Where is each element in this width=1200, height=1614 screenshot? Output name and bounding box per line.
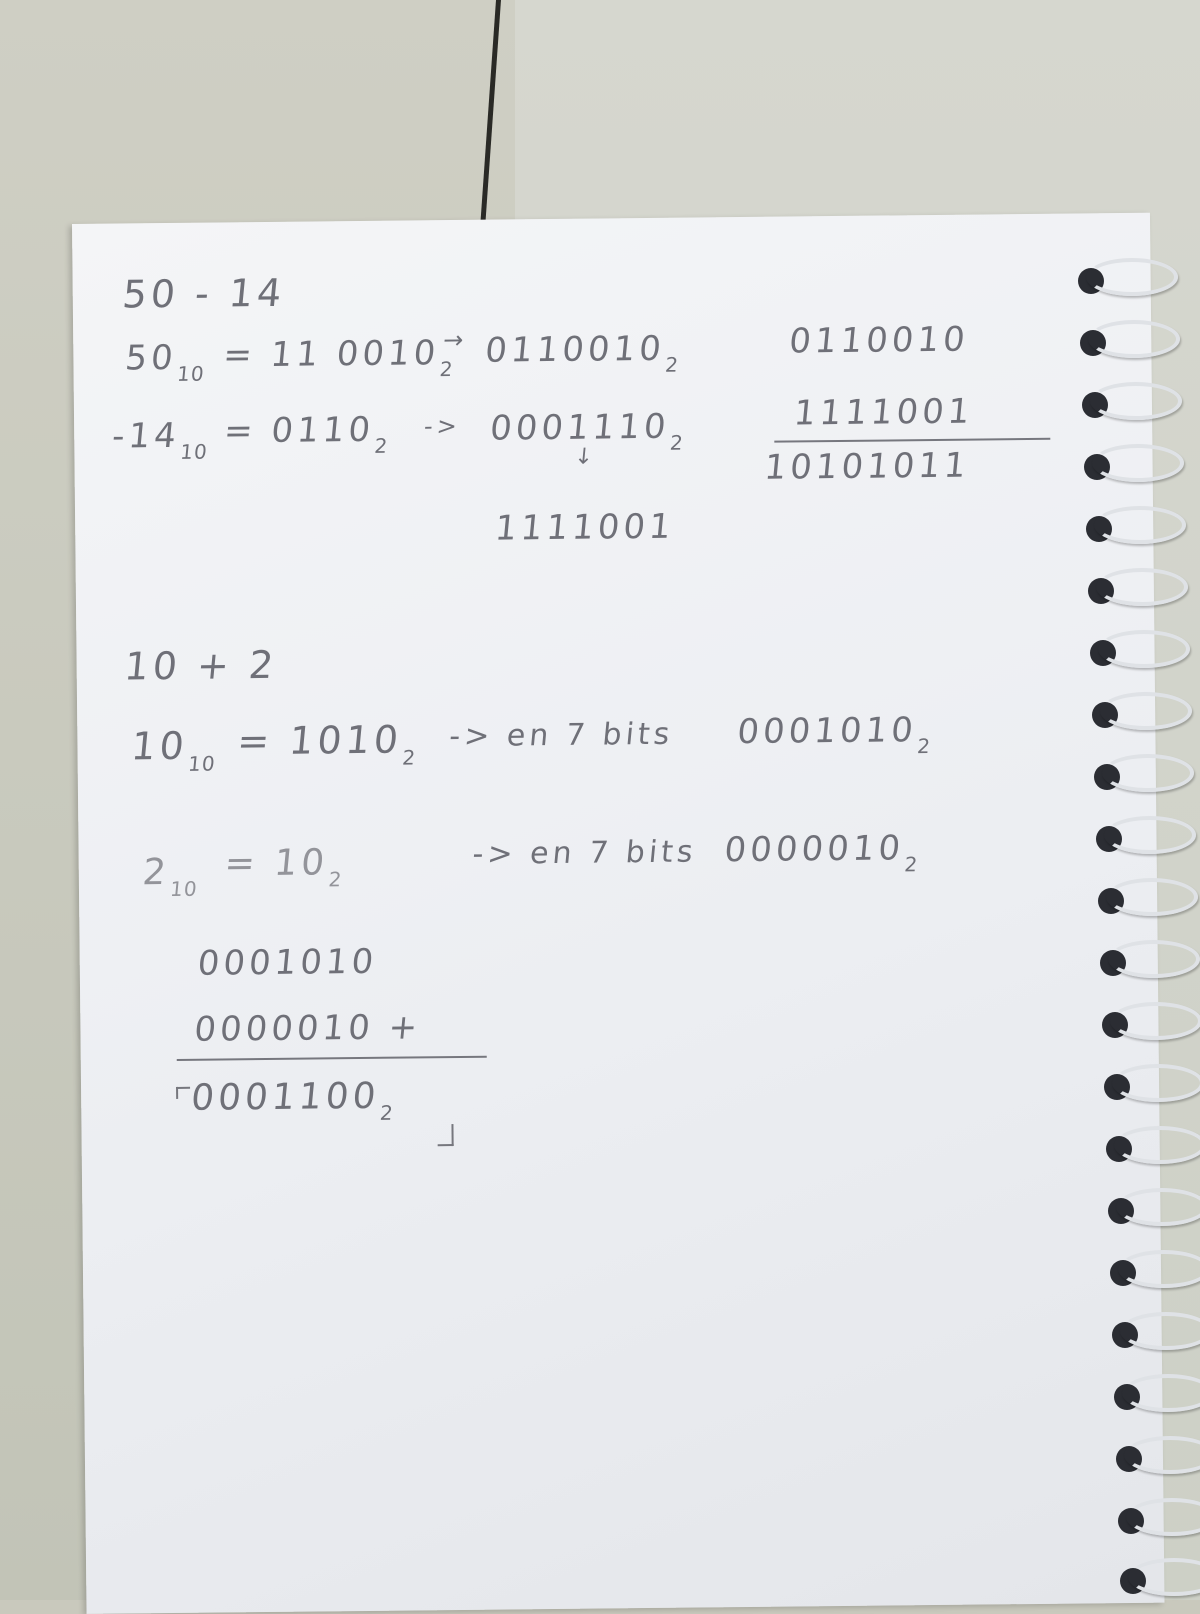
base: 10 <box>169 876 199 902</box>
spiral-ring <box>1120 1556 1200 1594</box>
spiral-ring <box>1112 1310 1200 1348</box>
base: 10 <box>186 751 217 776</box>
problem1-line2-decimal <box>110 415 211 464</box>
problem1-complement: 1111001 <box>493 506 677 549</box>
spiral-ring <box>1114 1372 1200 1410</box>
problem1-line1-binary <box>221 333 457 382</box>
spiral-ring <box>1080 318 1174 356</box>
value: 2 <box>140 851 172 894</box>
problem1-title: 50 - 14 <box>120 270 288 317</box>
addition-result <box>189 1075 396 1125</box>
arrow-icon: -> <box>422 411 463 441</box>
base: 2 <box>401 745 418 770</box>
spiral-ring <box>1078 256 1172 294</box>
problem2-line2-7bit <box>722 828 921 877</box>
value: 0001010 <box>735 710 919 753</box>
problem2-line1-7bit <box>735 710 934 759</box>
sum-rule <box>774 438 1050 443</box>
addition-rule <box>177 1056 487 1061</box>
value: 50 <box>123 337 179 379</box>
value: -14 <box>110 415 182 457</box>
spiral-ring <box>1110 1248 1200 1286</box>
problem2-line1-decimal <box>129 723 219 776</box>
addition-top: 0001010 <box>195 941 380 984</box>
spiral-ring <box>1094 752 1188 790</box>
spiral-ring <box>1118 1496 1200 1534</box>
spiral-ring <box>1108 1186 1200 1224</box>
spiral-ring <box>1096 814 1190 852</box>
value: = 10 <box>222 842 331 885</box>
value: 0110010 <box>483 328 667 371</box>
spiral-ring <box>1104 1062 1198 1100</box>
spiral-ring <box>1090 628 1184 666</box>
spiral-ring <box>1100 938 1194 976</box>
problem2-line2-note: -> en 7 bits <box>471 834 699 872</box>
problem2-line2-decimal <box>140 851 201 902</box>
problem1-line1-decimal <box>123 337 208 386</box>
problem1-line2-7bit <box>488 406 687 455</box>
problem1-addend-bottom: 1111001 <box>792 391 976 434</box>
base: 10 <box>179 439 209 464</box>
base: 2 <box>438 357 455 382</box>
value: = 1010 <box>235 717 405 764</box>
addition-bottom: 0000010 + <box>192 1007 424 1050</box>
value: 0001110 <box>488 406 672 449</box>
spiral-ring <box>1106 1124 1200 1162</box>
problem1-addend-top: 0110010 <box>787 319 971 362</box>
problem1-sum-result: 10101011 <box>762 445 972 488</box>
notebook-page <box>72 213 1164 1614</box>
spiral-ring <box>1116 1434 1200 1472</box>
problem1-line1-7bit <box>483 328 682 377</box>
spiral-ring <box>1088 566 1182 604</box>
spiral-ring <box>1098 876 1192 914</box>
problem1-line2-binary <box>222 409 392 458</box>
spiral-ring <box>1102 1000 1196 1038</box>
problem2-line1-binary <box>235 717 420 770</box>
result-box-corner-bottom <box>437 1124 453 1146</box>
base: 2 <box>373 433 390 458</box>
spiral-ring <box>1086 504 1180 542</box>
problem2-line2-binary <box>222 842 346 892</box>
base: 2 <box>664 352 681 377</box>
base: 2 <box>668 430 685 455</box>
base: 2 <box>327 867 344 892</box>
spiral-ring <box>1092 690 1186 728</box>
spiral-binding <box>1078 256 1200 1600</box>
base: 2 <box>916 734 933 759</box>
down-arrow-icon: ↓ <box>573 444 599 470</box>
value: 0000010 <box>722 828 906 871</box>
base: 10 <box>176 361 206 386</box>
value: 10 <box>129 723 190 769</box>
spiral-ring <box>1084 442 1178 480</box>
arrow-icon: → <box>441 325 469 355</box>
problem2-title: 10 + 2 <box>122 642 280 689</box>
spiral-ring <box>1082 380 1176 418</box>
value: 0001100 <box>189 1075 382 1119</box>
value: = 0110 <box>222 409 376 452</box>
result-box-corner-top <box>176 1087 190 1099</box>
base: 2 <box>903 852 920 877</box>
base: 2 <box>378 1100 395 1125</box>
value: = 11 0010 <box>221 333 442 376</box>
problem2-line1-note: -> en 7 bits <box>447 716 675 755</box>
